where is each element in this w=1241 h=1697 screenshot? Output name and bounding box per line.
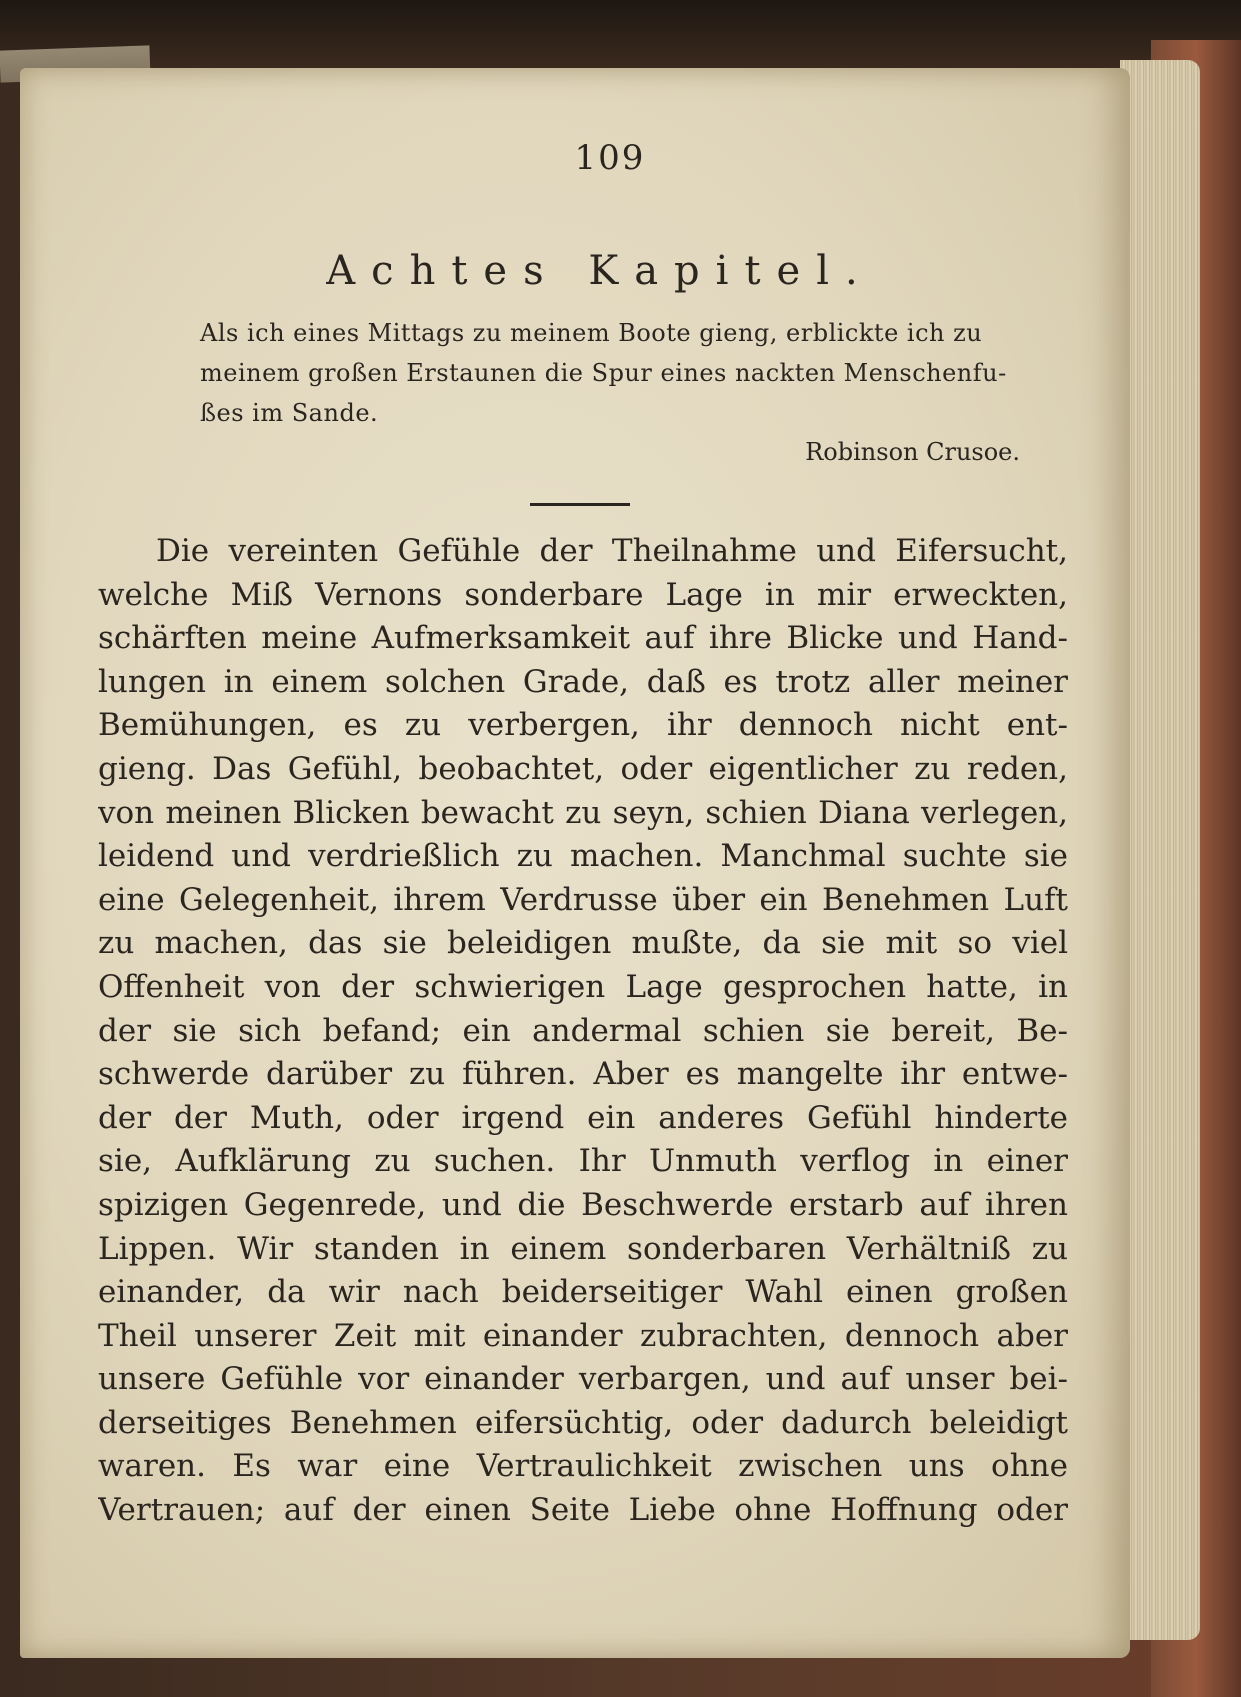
text-line: unsere Gefühle vor einander verbargen, und auf unser bei-	[98, 1361, 1068, 1398]
text-line: Die vereinten Gefühle der Theilnahme und Eifersucht,	[156, 533, 1068, 569]
book-cover-top	[0, 0, 1241, 70]
text-line: einander, da wir nach beiderseitiger Wahl einen großen	[98, 1274, 1068, 1311]
chapter-motto	[200, 313, 1007, 433]
text-line: derseitiges Benehmen eifersüchtig, oder dadurch beleidigt	[98, 1404, 1068, 1441]
chapter-title: Achtes Kapitel.	[326, 248, 874, 294]
text-line: zu machen, das sie beleidigen mußte, da sie mit so viel	[98, 925, 1068, 962]
text-line: waren. Es war eine Vertraulichkeit zwischen uns ohne	[98, 1448, 1068, 1485]
body-text	[98, 530, 1068, 1533]
text-line: eine Gelegenheit, ihrem Verdrusse über ein Benehmen Luft	[98, 881, 1068, 918]
text-line: Vertrauen; auf der einen Seite Liebe ohne Hoffnung oder	[98, 1492, 1068, 1529]
page-edges	[1120, 60, 1200, 1640]
text-line: der sie sich befand; ein andermal schien sie bereit, Be-	[98, 1012, 1068, 1049]
motto-attribution: Robinson Crusoe.	[805, 438, 1020, 466]
text-line: schärften meine Aufmerksamkeit auf ihre Blicke und Hand-	[98, 620, 1068, 657]
text-line: sie, Aufklärung zu suchen. Ihr Unmuth verflog in einer	[98, 1143, 1068, 1180]
page-number: 109	[574, 138, 646, 178]
text-line: welche Miß Vernons sonderbare Lage in mir erweckten,	[98, 576, 1068, 613]
text-line: schwerde darüber zu führen. Aber es mangelte ihr entwe-	[98, 1056, 1068, 1093]
text-line: lungen in einem solchen Grade, daß es trotz aller meiner	[98, 663, 1068, 700]
book-page	[20, 68, 1130, 1658]
motto-line: meinem großen Erstaunen die Spur eines nackten Menschenfu-	[200, 359, 1007, 387]
section-divider	[530, 503, 630, 506]
text-line: Lippen. Wir standen in einem sonderbaren Verhältniß zu	[98, 1230, 1068, 1267]
text-line: Theil unserer Zeit mit einander zubrachten, dennoch aber	[98, 1317, 1068, 1354]
text-line: spizigen Gegenrede, und die Beschwerde erstarb auf ihren	[98, 1186, 1068, 1223]
text-line: Offenheit von der schwierigen Lage gesprochen hatte, in	[98, 968, 1068, 1005]
text-line: der der Muth, oder irgend ein anderes Gefühl hinderte	[98, 1099, 1068, 1136]
motto-line: Als ich eines Mittags zu meinem Boote gieng, erblickte ich zu	[200, 319, 983, 347]
text-line: gieng. Das Gefühl, beobachtet, oder eigentlicher zu reden,	[98, 750, 1068, 787]
text-line: von meinen Blicken bewacht zu seyn, schien Diana verlegen,	[98, 794, 1068, 831]
motto-line: ßes im Sande.	[200, 399, 379, 427]
text-line: leidend und verdrießlich zu machen. Manchmal suchte sie	[98, 838, 1068, 875]
text-line: Bemühungen, es zu verbergen, ihr dennoch nicht ent-	[98, 707, 1068, 744]
